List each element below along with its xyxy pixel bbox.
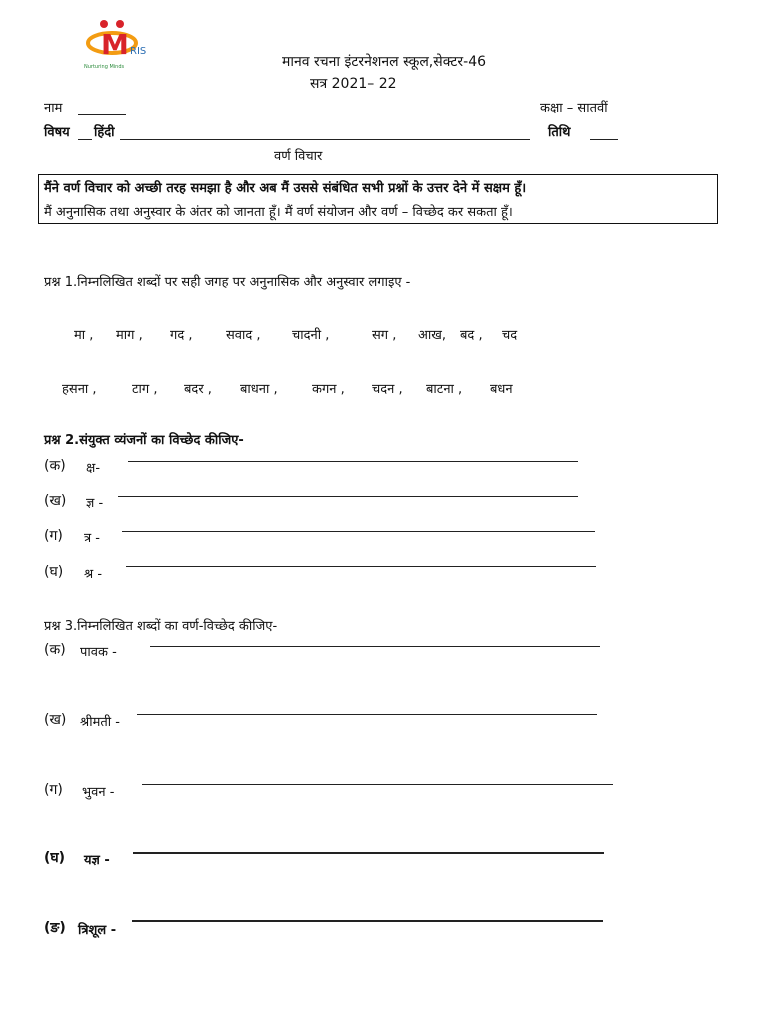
logo-letter: M — [101, 28, 129, 61]
q1-word: कगन , — [312, 382, 345, 397]
q3-answer-line[interactable] — [150, 646, 600, 647]
logo-tagline: Nurturing Minds — [84, 64, 125, 70]
q3-answer-line[interactable] — [142, 784, 613, 785]
q3-label: (क) — [44, 642, 66, 658]
q2-answer-line[interactable] — [118, 496, 578, 497]
class-label: कक्षा – सातवीं — [540, 101, 608, 116]
q3-word: यज्ञ - — [84, 853, 110, 868]
q2-answer-line[interactable] — [128, 461, 578, 462]
q1-word: आख, — [418, 328, 447, 343]
q1-title: प्रश्न 1.निम्नलिखित शब्दों पर सही जगह पर अनुनासिक और अनुस्वार लगाइए - — [44, 275, 411, 290]
topic-title: वर्ण विचार — [274, 149, 323, 164]
q3-word: त्रिशूल - — [78, 923, 117, 938]
q3-answer-line[interactable] — [137, 714, 597, 715]
q3-title: प्रश्न 3.निम्नलिखित शब्दों का वर्ण-विच्छेद कीजिए- — [44, 619, 278, 634]
subject-value: हिंदी — [94, 125, 115, 140]
subject-blank — [120, 139, 530, 140]
q2-answer-line[interactable] — [126, 566, 596, 567]
name-blank[interactable] — [78, 114, 126, 115]
q1-word: चादनी , — [292, 328, 330, 343]
session: सत्र 2021– 22 — [310, 76, 397, 92]
subject-pre-blank — [78, 139, 92, 140]
q3-label: (घ) — [44, 850, 66, 866]
q2-title: प्रश्न 2.संयुक्त व्यंजनों का विच्छेद कीजिए- — [44, 433, 244, 448]
q1-word: बाधना , — [240, 382, 278, 397]
school-name: मानव रचना इंटरनेशनल स्कूल,सेक्टर-46 — [282, 54, 487, 70]
q3-label: (ख) — [44, 712, 67, 728]
objective-line-2: मैं अनुनासिक तथा अनुस्वार के अंतर को जानता हूँ। मैं वर्ण संयोजन और वर्ण – विच्छेद कर सकता हूँ। — [44, 205, 513, 220]
q1-word: टाग , — [132, 382, 158, 397]
q3-label: (ङ) — [44, 920, 66, 936]
q1-word: बधन — [490, 382, 513, 397]
q3-word: भुवन - — [82, 785, 115, 800]
q1-word: सग , — [372, 328, 397, 343]
q3-word: पावक - — [80, 645, 117, 660]
date-blank[interactable] — [590, 139, 618, 140]
q2-label: (घ) — [44, 564, 64, 580]
q1-word: बदर , — [184, 382, 212, 397]
q1-word: चदन , — [372, 382, 403, 397]
q1-word: बाटना , — [426, 382, 463, 397]
q1-word: सवाद , — [226, 328, 261, 343]
name-label: नाम — [44, 101, 63, 116]
q2-word: ज्ञ - — [86, 496, 104, 511]
school-logo — [82, 18, 160, 72]
q1-word: चद — [502, 328, 518, 343]
q1-word: गद , — [170, 328, 193, 343]
q1-word: मा , — [74, 328, 94, 343]
q2-label: (क) — [44, 458, 66, 474]
q1-word: हसना , — [62, 382, 97, 397]
q1-word: बद , — [460, 328, 483, 343]
q2-answer-line[interactable] — [122, 531, 595, 532]
date-label: तिथि — [548, 125, 571, 140]
q3-word: श्रीमती - — [80, 715, 120, 730]
q2-label: (ग) — [44, 528, 63, 544]
q2-word: क्ष- — [86, 461, 101, 476]
logo-suffix: RIS — [130, 46, 147, 57]
q2-label: (ख) — [44, 493, 67, 509]
q3-answer-line[interactable] — [133, 852, 604, 854]
q3-label: (ग) — [44, 782, 63, 798]
q3-answer-line[interactable] — [132, 920, 603, 922]
q2-word: त्र - — [84, 531, 100, 546]
q1-word: माग , — [116, 328, 143, 343]
objective-line-1: मैंने वर्ण विचार को अच्छी तरह समझा है और अब मैं उससे संबंधित सभी प्रश्नों के उत्तर देने में सक्षम हूँ। — [44, 181, 527, 196]
q2-word: श्र - — [84, 567, 103, 582]
subject-label: विषय — [44, 125, 70, 140]
school-logo-icon — [82, 18, 160, 72]
